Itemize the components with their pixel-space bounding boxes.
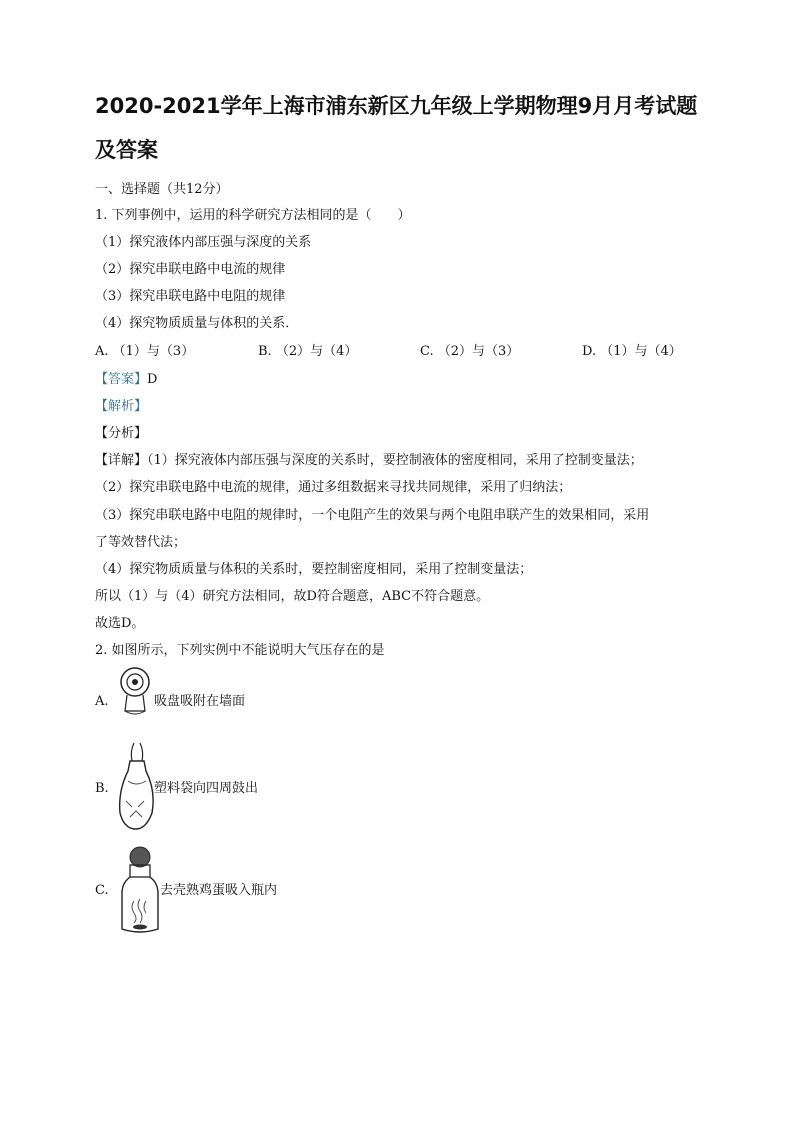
q1-stem: 1. 下列事例中，运用的科学研究方法相同的是（ ） bbox=[95, 208, 411, 223]
q2-option-c-text: 去壳熟鸡蛋吸入瓶内 bbox=[160, 883, 278, 898]
q2-option-b-letter: B. bbox=[95, 781, 109, 796]
q2-option-b-text: 塑料袋向四周鼓出 bbox=[154, 781, 259, 796]
q1-answer bbox=[95, 371, 157, 389]
q1-option-d: D. （1）与（4） bbox=[582, 344, 682, 359]
plastic-bag-icon bbox=[116, 741, 158, 833]
detail-tag: 【详解】 bbox=[95, 453, 148, 468]
q1-option-a: A. （1）与（3） bbox=[95, 344, 195, 359]
page-title-line-2: 及答案 bbox=[95, 138, 158, 162]
q2-option-c-letter: C. bbox=[95, 883, 109, 898]
detail-line-2: （2）探究串联电路中电流的规律，通过多组数据来寻找共同规律，采用了归纳法； bbox=[95, 480, 572, 495]
page-title-line-1: 2020-2021学年上海市浦东新区九年级上学期物理9月月考试题 bbox=[95, 94, 698, 118]
q1-item-3: （3）探究串联电路中电阻的规律 bbox=[95, 289, 286, 304]
detail-line-4: （4）探究物质质量与体积的关系时，要控制密度相同，采用了控制变量法； bbox=[95, 562, 533, 577]
q2-stem: 2. 如图所示，下列实例中不能说明大气压存在的是 bbox=[95, 643, 385, 658]
suction-cup-icon bbox=[115, 665, 155, 725]
q1-item-2: （2）探究串联电路中电流的规律 bbox=[95, 262, 286, 277]
detail-line-3b: 了等效替代法； bbox=[95, 535, 187, 550]
q1-item-4: （4）探究物质质量与体积的关系． bbox=[95, 316, 299, 331]
section-heading: 一、选择题（共12分） bbox=[95, 182, 229, 197]
q1-option-c: C. （2）与（3） bbox=[420, 344, 520, 359]
fenxi-tag: 【分析】 bbox=[95, 426, 148, 441]
q2-option-a-text: 吸盘吸附在墙面 bbox=[154, 694, 246, 709]
analysis-tag: 【解析】 bbox=[95, 399, 148, 414]
conclusion-line: 所以（1）与（4）研究方法相同，故D符合题意，ABC不符合题意。 bbox=[95, 589, 490, 604]
detail-line-3a: （3）探究串联电路中电阻的规律时，一个电阻产生的效果与两个电阻串联产生的效果相同，采用 bbox=[95, 508, 650, 523]
detail-line-1 bbox=[95, 452, 643, 470]
egg-bottle-icon bbox=[118, 843, 162, 935]
q2-option-a-letter: A. bbox=[95, 694, 109, 709]
final-answer-line: 故选D。 bbox=[95, 616, 145, 631]
answer-tag: 【答案】 bbox=[95, 372, 148, 387]
q1-option-b: B. （2）与（4） bbox=[258, 344, 358, 359]
detail-text-1: （1）探究液体内部压强与深度的关系时，要控制液体的密度相同，采用了控制变量法； bbox=[147, 453, 643, 468]
answer-value: D bbox=[147, 372, 158, 387]
q1-item-1: （1）探究液体内部压强与深度的关系 bbox=[95, 235, 312, 250]
